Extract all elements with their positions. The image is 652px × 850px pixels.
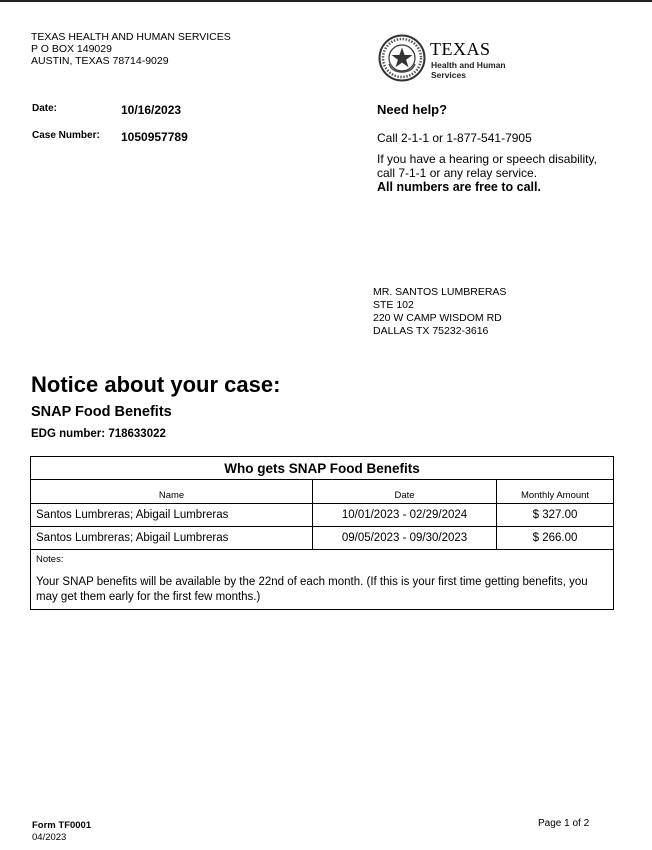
row-name: Santos Lumbreras; Abigail Lumbreras	[31, 527, 313, 550]
logo-subtitle	[431, 60, 506, 80]
recipient-line: DALLAS TX 75232-3616	[373, 325, 489, 337]
texas-hhs-logo	[378, 34, 518, 86]
notice-title: Notice about your case:	[31, 372, 281, 397]
column-header-date: Date	[313, 480, 497, 504]
row-date: 10/01/2023 - 02/29/2024	[313, 504, 497, 527]
case-number-label: Case Number:	[32, 130, 100, 141]
recipient-line: 220 W CAMP WISDOM RD	[373, 312, 502, 324]
sender-line: TEXAS HEALTH AND HUMAN SERVICES	[31, 31, 231, 43]
edg-value: 718633022	[108, 428, 166, 440]
table-title: Who gets SNAP Food Benefits	[31, 457, 614, 480]
recipient-line: STE 102	[373, 299, 414, 311]
logo-wordmark: TEXAS	[430, 39, 491, 59]
table-row	[31, 504, 614, 527]
date-label: Date:	[32, 103, 58, 114]
sender-address	[31, 31, 231, 67]
column-header-amount: Monthly Amount	[497, 480, 614, 504]
notes-label: Notes:	[36, 554, 64, 565]
recipient-address	[373, 286, 506, 338]
top-border	[0, 0, 652, 2]
row-amount: $ 327.00	[497, 504, 614, 527]
help-hearing-text: If you have a hearing or speech disability, call 7-1-1 or any relay service.	[377, 152, 597, 180]
help-title: Need help?	[377, 102, 448, 117]
help-phone: Call 2-1-1 or 1-877-541-7905	[377, 131, 532, 145]
notes-cell	[31, 550, 614, 610]
logo-subtitle-line: Services	[431, 70, 466, 80]
help-free-text: All numbers are free to call.	[377, 180, 541, 194]
table-header-row	[31, 480, 614, 504]
form-id: Form TF0001	[32, 820, 92, 831]
row-name: Santos Lumbreras; Abigail Lumbreras	[31, 504, 313, 527]
logo-subtitle-line: Health and Human	[431, 60, 506, 70]
texas-seal-icon	[378, 34, 426, 82]
row-date: 09/05/2023 - 09/30/2023	[313, 527, 497, 550]
sender-line: AUSTIN, TEXAS 78714-9029	[31, 55, 169, 67]
case-number-value: 1050957789	[121, 130, 188, 144]
edg-label: EDG number:	[31, 428, 106, 440]
page-number: Page 1 of 2	[538, 818, 590, 829]
recipient-line: MR. SANTOS LUMBRERAS	[373, 286, 507, 298]
sender-line: P O BOX 149029	[31, 43, 112, 55]
row-amount: $ 266.00	[497, 527, 614, 550]
benefits-table	[30, 456, 614, 610]
edg-number	[31, 428, 166, 440]
program-name: SNAP Food Benefits	[31, 404, 172, 420]
date-value: 10/16/2023	[121, 103, 182, 117]
notes-body: Your SNAP benefits will be available by the 22nd of each month. (If this is your first time getting benefits, you may get them early for the first few months.)	[36, 576, 588, 603]
form-date: 04/2023	[32, 832, 67, 843]
table-row	[31, 527, 614, 550]
column-header-name: Name	[31, 480, 313, 504]
